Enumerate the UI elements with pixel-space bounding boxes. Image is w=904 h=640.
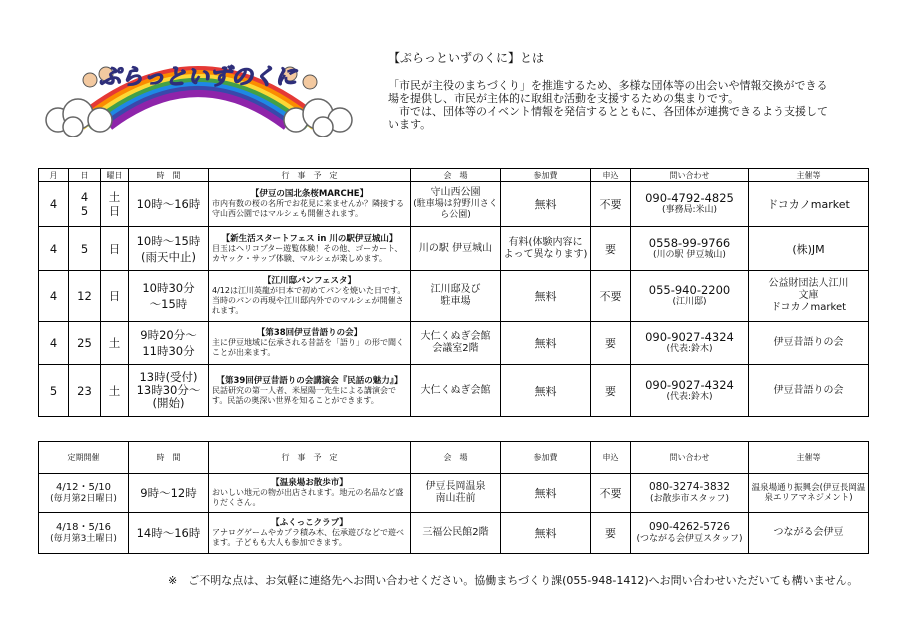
header-venue: 会 場 (411, 169, 501, 182)
cell-contact (631, 365, 749, 417)
host-line-3: ドコカノmarket (770, 302, 847, 313)
time-line-2: 13時30分～ (136, 383, 201, 397)
cell-month: 4 (39, 182, 69, 227)
intro-line-2: 場を提供し、市民が主体的に取組む活動を支援するための集まりです。 (388, 92, 740, 105)
event-title: 【第38回伊豆昔語りの会】 (256, 328, 363, 338)
cell-venue: 大仁くぬぎ会館 (411, 365, 501, 417)
footnote: ※ ご不明な点は、お気軽に連絡先へお問い合わせください。協働まちづくり課(055-948-1412)へお問い合わせいただいても構いません。 (168, 574, 859, 587)
venue-line-2: 会議室2階 (432, 343, 479, 354)
cell-fee (501, 227, 591, 271)
cell-apply: 要 (591, 322, 631, 365)
venue-line-2: (駐車場は狩野川さくら公園) (413, 199, 498, 220)
header-apply: 申込 (591, 169, 631, 182)
cell-event (209, 182, 411, 227)
event-title: 【新生活スタートフェス in 川の駅伊豆城山】 (221, 233, 398, 244)
cell-contact (631, 513, 749, 554)
contact-sub: (事務局:米山) (661, 205, 718, 215)
cell-host: 伊豆昔語りの会 (749, 322, 869, 365)
header-contact: 問い合わせ (631, 169, 749, 182)
cell-time: 10時～16時 (129, 182, 209, 227)
cell-time: 14時～16時 (129, 513, 209, 554)
cell-contact (631, 227, 749, 271)
intro-title: 【ぷらっといずのくに】とは (388, 51, 545, 65)
cell-weekday: 日 (101, 271, 129, 322)
cell-host: (株)JM (749, 227, 869, 271)
event-desc: 4/12は江川英龍が日本で初めてパンを焼いた日です。当時のパンの再現や江川邸内外でのマルシェが開催されます。 (212, 286, 406, 315)
cell-contact (631, 474, 749, 513)
cell-month: 4 (39, 271, 69, 322)
cell-event (209, 513, 411, 554)
event-desc: 目玉はヘリコプター遊覧体験！その他、ゴーカート、カヤック・サップ体験、マルシェが楽しめます。 (212, 243, 403, 263)
cell-fee: 無料 (501, 322, 591, 365)
contact-sub: (代表:鈴木) (666, 391, 713, 402)
venue-line-1: 守山西公園 (430, 187, 481, 198)
contact-phone: 0558-99-9766 (648, 235, 731, 250)
event-title: 【伊豆の国北条桜MARCHE】 (250, 189, 369, 199)
time-line-1: 10時30分 (142, 281, 195, 295)
contact-phone: 090-9027-4324 (645, 330, 734, 344)
contact-phone: 055-940-2200 (648, 283, 731, 297)
time-line-2: (雨天中止) (141, 249, 196, 264)
cell-month: 4 (39, 227, 69, 271)
header-time: 時 間 (129, 169, 209, 182)
venue-line-1: 江川邸及び (430, 284, 481, 295)
regular-events-table (38, 441, 869, 554)
cell-contact (631, 322, 749, 365)
table-row (39, 322, 869, 365)
cell-apply: 不要 (591, 271, 631, 322)
cell-day-1: 4 (80, 190, 89, 204)
contact-sub: (お散歩市スタッフ) (649, 494, 730, 504)
cell-venue: 三福公民館2階 (411, 513, 501, 554)
cell-day-2: 5 (80, 204, 89, 218)
header-apply: 申込 (591, 442, 631, 474)
time-line-1: 10時～15時 (136, 233, 201, 248)
event-schedule-table (38, 168, 869, 417)
intro-line-4: います。 (388, 118, 432, 131)
table-header-row (39, 442, 869, 474)
cell-day: 23 (69, 365, 101, 417)
header-time: 時 間 (129, 442, 209, 474)
cell-contact (631, 271, 749, 322)
contact-sub: (代表:鈴木) (666, 344, 713, 354)
date-line-1: 4/18・5/16 (56, 521, 111, 533)
cell-weekday (101, 182, 129, 227)
cell-event (209, 227, 411, 271)
cell-venue (411, 474, 501, 513)
cell-fee: 無料 (501, 474, 591, 513)
cell-fee: 無料 (501, 182, 591, 227)
contact-sub: (川の駅 伊豆城山) (653, 249, 726, 260)
contact-phone: 090-4262-5726 (648, 521, 731, 533)
cell-host: 伊豆昔語りの会 (749, 365, 869, 417)
date-line-2: (毎月第2日曜日) (50, 493, 117, 504)
venue-line-2: 駐車場 (440, 296, 471, 307)
cell-venue: 川の駅 伊豆城山 (411, 227, 501, 271)
cell-month: 5 (39, 365, 69, 417)
cell-venue (411, 271, 501, 322)
cell-venue (411, 182, 501, 227)
host-line-1: 公益財団法人江川 (768, 278, 849, 289)
header-host: 主催等 (749, 169, 869, 182)
header-fee: 参加費 (501, 442, 591, 474)
header-contact: 問い合わせ (631, 442, 749, 474)
event-desc: 主に伊豆地域に伝承される昔話を「語り」の形で聞くことが出来ます。 (212, 338, 404, 357)
header-event: 行 事 予 定 (209, 169, 411, 182)
contact-sub: (つながる会伊豆スタッフ) (636, 534, 743, 544)
cell-host: ドコカノmarket (749, 182, 869, 227)
cell-venue (411, 322, 501, 365)
table-row (39, 365, 869, 417)
cell-fee: 無料 (501, 513, 591, 554)
fee-line-1: 有料(体験内容に (508, 236, 583, 248)
header-host: 主催等 (749, 442, 869, 474)
time-line-1: 9時20分～ (140, 328, 197, 342)
header-weekday: 曜日 (101, 169, 129, 182)
venue-line-1: 大仁くぬぎ会館 (420, 331, 491, 342)
event-desc: 市内有数の桜の名所でお花見に来ませんか？隣接する守山西公園ではマルシェも開催されます。 (212, 199, 404, 218)
intro-line-3: 市では、団体等のイベント情報を発信するとともに、各団体が連携できるよう支援して (388, 105, 828, 118)
header-fee: 参加費 (501, 169, 591, 182)
cell-day (69, 182, 101, 227)
date-line-2: (毎月第3土曜日) (50, 533, 117, 544)
header-regular: 定期開催 (39, 442, 129, 474)
event-desc: 民話研究の第一人者、米屋陽一先生による講演会です。民話の奥深い世界を知ることができます。 (212, 385, 396, 405)
event-title: 【江川邸パンフェスタ】 (262, 276, 357, 286)
contact-sub: (江川邸) (672, 297, 707, 307)
cell-event (209, 365, 411, 417)
header-venue: 会 場 (411, 442, 501, 474)
contact-phone: 080-3274-3832 (648, 481, 731, 493)
cell-month: 4 (39, 322, 69, 365)
venue-line-1: 伊豆長岡温泉 (425, 481, 486, 492)
table-row (39, 271, 869, 322)
cell-event (209, 322, 411, 365)
contact-phone: 090-4792-4825 (645, 191, 734, 205)
cell-apply: 要 (591, 365, 631, 417)
logo-text: ぷらっといずのくに (98, 65, 298, 90)
cell-host: つながる会伊豆 (749, 513, 869, 554)
intro-section (388, 52, 868, 131)
rainbow-logo-graphic (28, 32, 368, 137)
cell-time (129, 271, 209, 322)
cell-contact (631, 182, 749, 227)
table-row (39, 513, 869, 554)
event-title: 【第39回伊豆昔語りの会講演会『民話の魅力』】 (216, 375, 403, 386)
cell-time (129, 322, 209, 365)
cell-apply: 不要 (591, 182, 631, 227)
cell-day: 5 (69, 227, 101, 271)
cell-event (209, 474, 411, 513)
cell-day: 25 (69, 322, 101, 365)
table-header-row (39, 169, 869, 182)
header-event: 行 事 予 定 (209, 442, 411, 474)
cell-weekday-1: 土 (108, 190, 121, 204)
cell-time (129, 365, 209, 417)
cell-date (39, 474, 129, 513)
cell-weekday: 土 (101, 365, 129, 417)
contact-phone: 090-9027-4324 (645, 377, 734, 392)
cell-host: 温泉場通り振興会(伊豆長岡温泉エリアマネジメント) (749, 474, 869, 513)
time-line-1: 13時(受付) (139, 370, 198, 384)
cell-date (39, 513, 129, 554)
cell-weekday: 日 (101, 227, 129, 271)
cell-host (749, 271, 869, 322)
table-row (39, 227, 869, 271)
time-line-2: ～15時 (149, 297, 188, 311)
host-line-2: 文庫 (798, 290, 819, 301)
cell-weekday-2: 日 (108, 204, 121, 218)
rainbow-logo (28, 32, 368, 137)
cell-apply: 要 (591, 513, 631, 554)
header-day: 日 (69, 169, 101, 182)
cell-day: 12 (69, 271, 101, 322)
cell-apply: 要 (591, 227, 631, 271)
event-desc: アナログゲームやカプラ積み木、伝承遊びなどで遊べます。子どもも大人も参加できます。 (212, 528, 404, 547)
intro-line-1: 「市民が主役のまちづくり」を推進するため、多様な団体等の出会いや情報交換ができる (388, 79, 828, 92)
cell-fee: 無料 (501, 365, 591, 417)
time-line-3: (開始) (152, 396, 185, 410)
fee-line-2: よって異なります) (503, 248, 588, 260)
cell-time: 9時～12時 (129, 474, 209, 513)
header-month: 月 (39, 169, 69, 182)
table-row (39, 182, 869, 227)
event-title: 【温泉場お散歩市】 (271, 478, 348, 488)
date-line-1: 4/12・5/10 (56, 481, 111, 493)
cell-weekday: 土 (101, 322, 129, 365)
cell-time (129, 227, 209, 271)
time-line-2: 11時30分 (142, 344, 195, 358)
table-row (39, 474, 869, 513)
cell-event (209, 271, 411, 322)
venue-line-2: 南山荘前 (435, 493, 476, 504)
event-title: 【ふくっこクラブ】 (271, 518, 348, 528)
cell-apply: 不要 (591, 474, 631, 513)
event-desc: おいしい地元の物が出店されます。地元の名品など盛りだくさん。 (212, 488, 404, 507)
cell-fee: 無料 (501, 271, 591, 322)
